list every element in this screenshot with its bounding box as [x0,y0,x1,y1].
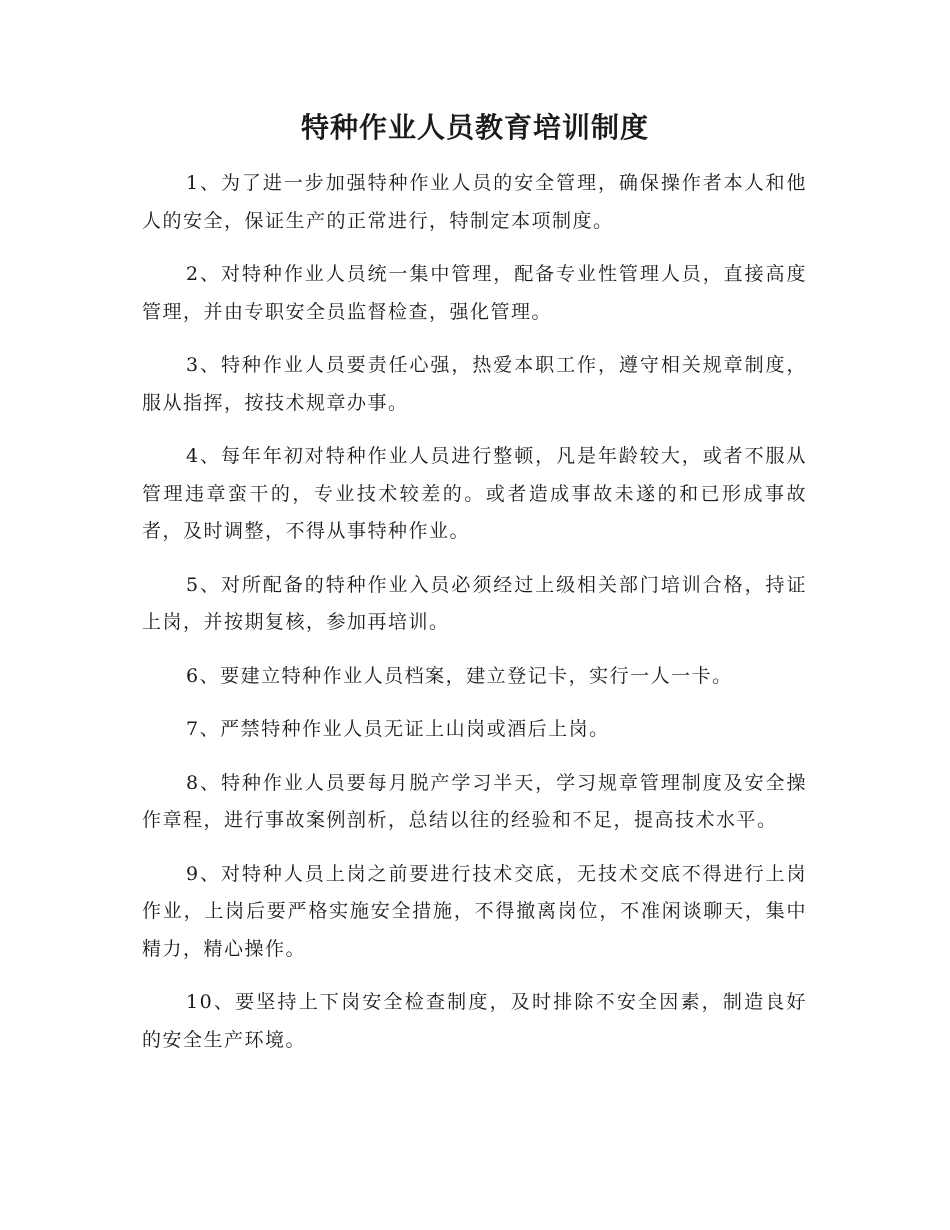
document-title: 特种作业人员教育培训制度 [300,111,649,144]
paragraph-7: 7、严禁特种作业人员无证上山岗或酒后上岗。 [186,718,610,740]
paragraph-2: 2、对特种作业人员统一集中管理，配备专业性管理人员，直接高度管理，并由专职安全员监督检查，强化管理。 [142,263,807,323]
paragraph-9: 9、对特种人员上岗之前要进行技术交底，无技术交底不得进行上岗作业，上岗后要严格实施安全措施，不得撤离岗位，不准闲谈聊天，集中精力，精心操作。 [142,862,807,960]
paragraph-1: 1、为了进一步加强特种作业人员的安全管理，确保操作者本人和他人的安全，保证生产的正常进行，特制定本项制度。 [142,172,807,232]
paragraph-8: 8、特种作业人员要每月脱产学习半天，学习规章管理制度及安全操作章程，进行事故案例剖析，总结以往的经验和不足，提高技术水平。 [142,771,807,831]
paragraph-6: 6、要建立特种作业人员档案，建立登记卡，实行一人一卡。 [186,664,733,687]
document-body [142,165,807,1075]
paragraph-3: 3、特种作业人员要责任心强，热爱本职工作，遵守相关规章制度，服从指挥，按技术规章办事。 [142,354,807,414]
paragraph-5: 5、对所配备的特种作业入员必须经过上级相关部门培训合格，持证上岗，并按期复核，参加再培训。 [142,573,807,633]
paragraph-4: 4、每年年初对特种作业人员进行整顿，凡是年龄较大，或者不服从管理违章蛮干的，专业技术较差的。或者造成事故未遂的和已形成事故者，及时调整，不得从事特种作业。 [142,445,807,542]
paragraph-10: 10、要坚持上下岗安全检查制度，及时排除不安全因素，制造良好的安全生产环境。 [142,991,807,1051]
